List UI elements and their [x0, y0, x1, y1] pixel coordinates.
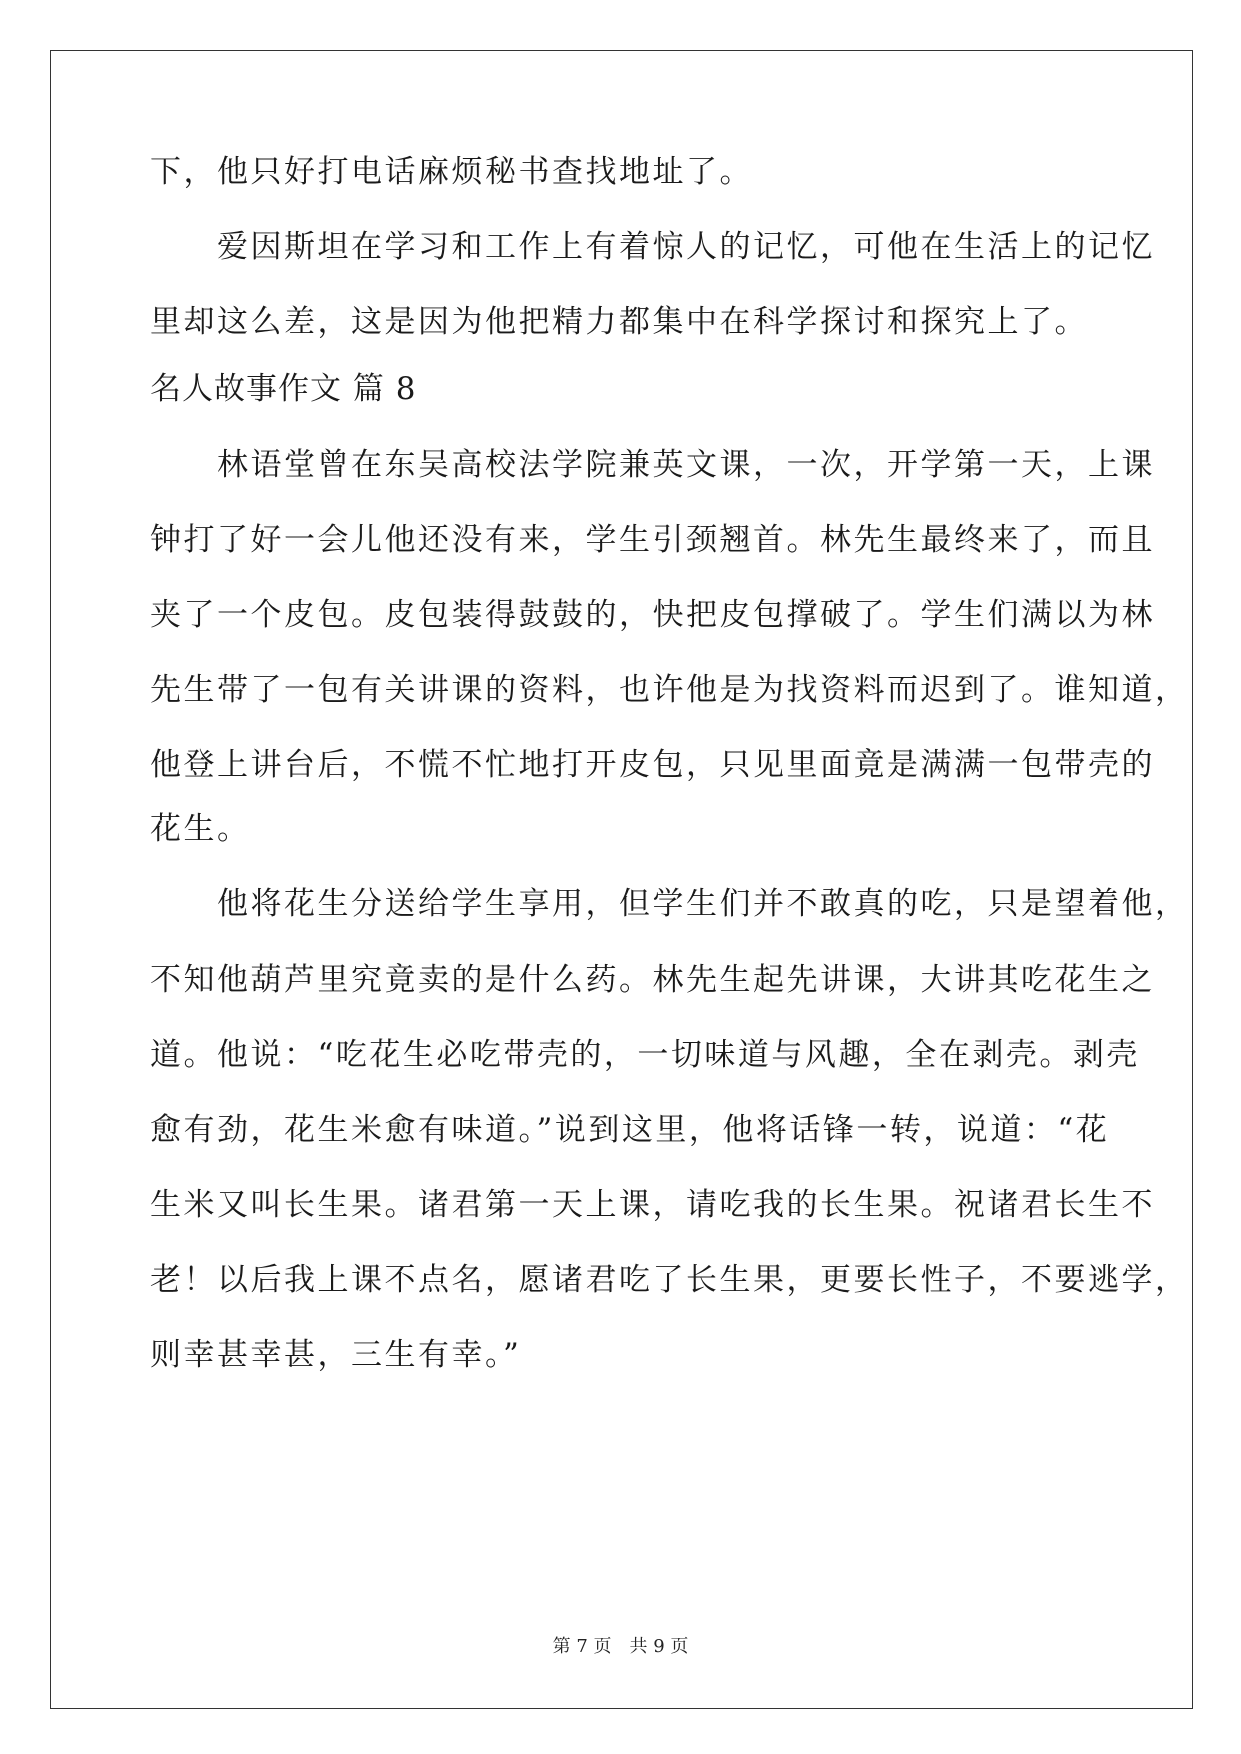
text-line: 生米又叫长生果。诸君第一天上课，请吃我的长生果。祝诸君长生不: [150, 1187, 1155, 1223]
text-line: 老！以后我上课不点名，愿诸君吃了长生果，更要长性子，不要逃学，: [150, 1262, 1189, 1298]
page-number: 第 7 页: [552, 1636, 612, 1657]
page-total: 共 9 页: [629, 1636, 689, 1657]
page-border: [50, 50, 1193, 1709]
text-line: 里却这么差，这是因为他把精力都集中在科学探讨和探究上了。: [150, 304, 1088, 340]
text-line: 他将花生分送给学生享用，但学生们并不敢真的吃，只是望着他，: [150, 886, 1189, 922]
text-line: 则幸甚幸甚，三生有幸。”: [150, 1337, 522, 1373]
text-line: 夹了一个皮包。皮包装得鼓鼓的，快把皮包撑破了。学生们满以为林: [150, 597, 1155, 633]
page-footer: [0, 1632, 1241, 1658]
text-line: 爱因斯坦在学习和工作上有着惊人的记忆，可他在生活上的记忆: [150, 229, 1155, 265]
text-line: 花生。: [150, 811, 251, 847]
text-line: 愈有劲，花生米愈有味道。”说到这里，他将话锋一转，说道：“花: [150, 1112, 1110, 1148]
text-line: 钟打了好一会儿他还没有来，学生引颈翘首。林先生最终来了，而且: [150, 522, 1155, 558]
text-line: 道。他说：“吃花生必吃带壳的，一切味道与风趣，全在剥壳。剥壳: [150, 1037, 1140, 1073]
text-line: 下，他只好打电话麻烦秘书查找地址了。: [150, 154, 753, 190]
section-heading: 名人故事作文 篇 8: [150, 371, 417, 407]
text-line: 先生带了一包有关讲课的资料，也许他是为找资料而迟到了。谁知道，: [150, 672, 1189, 708]
text-line: 林语堂曾在东吴高校法学院兼英文课，一次，开学第一天，上课: [150, 447, 1155, 483]
text-line: 不知他葫芦里究竟卖的是什么药。林先生起先讲课，大讲其吃花生之: [150, 962, 1155, 998]
text-line: 他登上讲台后，不慌不忙地打开皮包，只见里面竟是满满一包带壳的: [150, 747, 1155, 783]
